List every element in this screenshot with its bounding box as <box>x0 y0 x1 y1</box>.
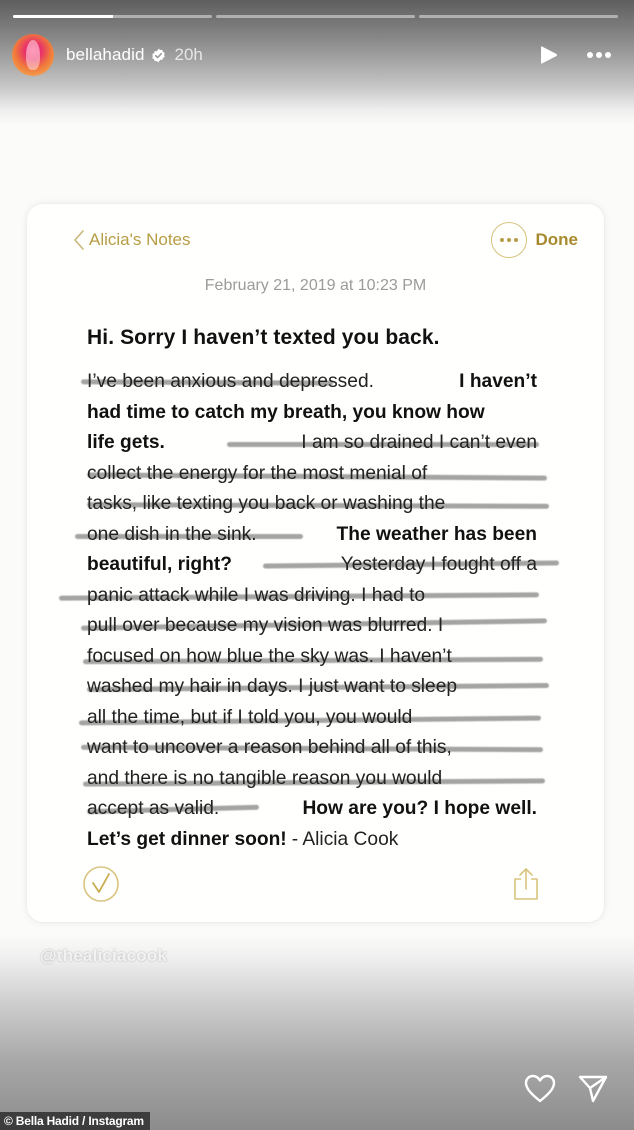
bold-text: Let’s get dinner soon! <box>87 828 287 850</box>
photo-credit: © Bella Hadid / Instagram <box>0 1112 150 1130</box>
progress-segment-3 <box>419 15 618 18</box>
struck-text: I am so drained I can’t even <box>301 432 537 453</box>
like-button[interactable] <box>524 1074 556 1104</box>
play-icon <box>540 45 558 65</box>
progress-segment-2 <box>216 15 415 18</box>
note-line <box>87 398 537 429</box>
note-line <box>87 825 537 856</box>
play-button[interactable] <box>538 44 560 66</box>
checklist-button[interactable] <box>82 865 120 903</box>
note-line <box>87 520 537 551</box>
struck-text: Yesterday I fought off a <box>340 554 537 575</box>
signature-text: - Alicia Cook <box>291 828 399 850</box>
note-body[interactable] <box>87 367 537 855</box>
struck-text: pull over because my vision was blurred. I <box>87 615 444 636</box>
note-line <box>87 550 537 581</box>
bold-text: beautiful, right? <box>87 554 232 575</box>
bold-text: How are you? I hope well. <box>302 798 537 819</box>
note-line <box>87 459 537 490</box>
chevron-left-icon <box>73 229 85 251</box>
bold-text: I haven’t <box>459 371 537 392</box>
struck-text: collect the energy for the most menial of <box>87 462 428 484</box>
struck-text: focused on how blue the sky was. I haven’t <box>87 645 452 667</box>
share-button[interactable] <box>512 867 540 901</box>
struck-text: tasks, like texting you back or washing the <box>87 493 446 514</box>
back-button[interactable] <box>73 229 191 251</box>
note-line <box>87 794 537 825</box>
notes-card <box>27 204 604 922</box>
avatar[interactable] <box>12 34 54 76</box>
ellipsis-circle-icon[interactable] <box>491 222 527 258</box>
struck-text: washed my hair in days. I just want to sleep <box>87 676 458 697</box>
story-header <box>12 32 614 78</box>
note-line <box>87 367 537 398</box>
struck-text: accept as valid. <box>87 798 220 819</box>
note-title: Hi. Sorry I haven’t texted you back. <box>87 326 440 349</box>
source-watermark: @thealiciacook <box>40 946 168 965</box>
struck-text: I’ve been anxious and depressed. <box>87 371 374 392</box>
more-options-button[interactable] <box>584 44 614 66</box>
progress-segment-1 <box>13 15 212 18</box>
note-line <box>87 428 537 459</box>
struck-text: all the time, but if I told you, you would <box>87 706 413 728</box>
note-line <box>87 764 537 795</box>
notes-bottom-toolbar <box>82 864 540 904</box>
checkmark-circle-icon <box>82 865 120 903</box>
more-horizontal-icon <box>587 52 593 58</box>
heart-icon <box>524 1074 556 1104</box>
note-line <box>87 489 537 520</box>
username[interactable]: bellahadid <box>66 45 145 64</box>
send-button[interactable] <box>578 1074 608 1104</box>
struck-text: one dish in the sink. <box>87 523 257 545</box>
struck-text: panic attack while I was driving. I had to <box>87 584 426 606</box>
send-icon <box>578 1074 608 1104</box>
story-progress-bar <box>13 15 618 18</box>
back-label: Alicia's Notes <box>89 230 191 249</box>
note-line <box>87 611 537 642</box>
struck-text: want to uncover a reason behind all of this, <box>87 737 452 758</box>
bold-text: life gets. <box>87 432 165 453</box>
note-line <box>87 642 537 673</box>
bold-text: The weather has been <box>336 523 537 545</box>
bold-text: had time to catch my breath, you know how <box>87 401 485 423</box>
story-footer-actions <box>524 1074 608 1104</box>
post-time: 20h <box>174 45 203 64</box>
note-date: February 21, 2019 at 10:23 PM <box>204 277 427 294</box>
note-line <box>87 672 537 703</box>
struck-text: and there is no tangible reason you would <box>87 767 443 789</box>
note-line <box>87 581 537 612</box>
note-line <box>87 703 537 734</box>
done-button[interactable]: Done <box>535 230 578 249</box>
share-icon <box>512 867 540 901</box>
notes-toolbar <box>73 222 578 258</box>
verified-badge-icon <box>151 48 166 63</box>
note-line <box>87 733 537 764</box>
